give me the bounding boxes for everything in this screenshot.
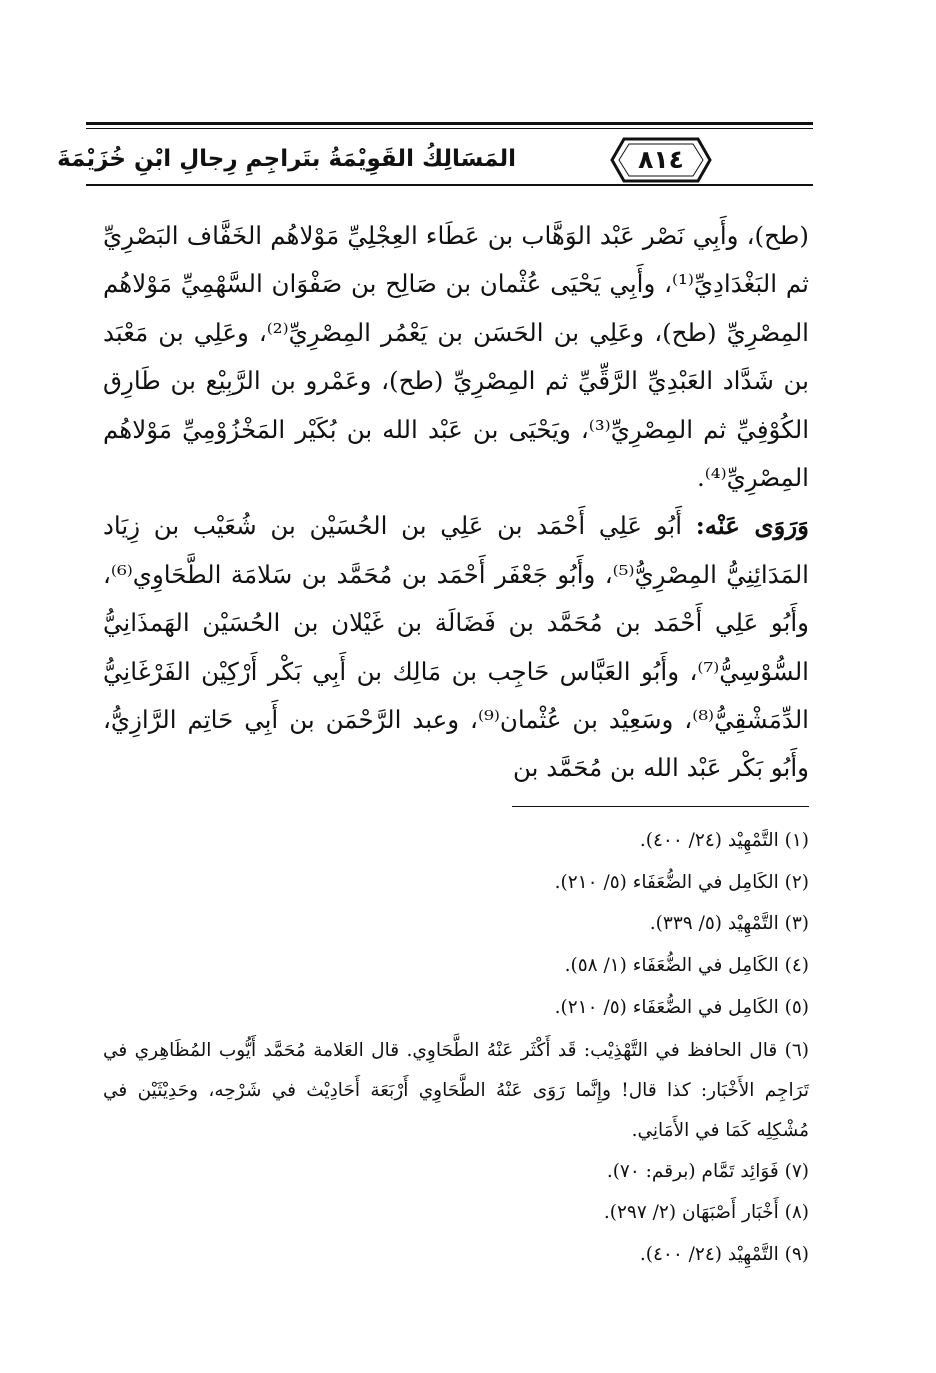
footnote-4: (٤) الكَامِل في الضُّعَفَاء (١/ ٥٨). <box>564 955 809 977</box>
running-title: المَسَالِكُ القَوِيْمَةُ بتَراجِمِ رِجالِ ابْنِ خُزَيْمَةَ <box>57 146 516 172</box>
footnote-8: (٨) أَخْبَار أَصْبَهَان (٢/ ٢٩٧). <box>603 1202 809 1224</box>
page-number-badge <box>610 136 712 184</box>
paragraph-students <box>103 502 809 792</box>
footnote-6: (٦) قال الحافظ في التَّهْذِيْب: قَد أَكْثَر عَنْهُ الطَّحَاوِي. قال العَلامة مُحَمَّد أَيُّوب المُظَاهِري في تَرَاجِم الأَخْبَار: كذا قال! وإِنَّما رَوَى عَنْهُ الطَّحَاوِي أَرْبَعَة أَحَادِيْث في شَرْحِه، وحَدِيْثَيْن في مُشْكِلِه كَمَا في الأَمَانِي. <box>103 1039 809 1141</box>
students-heading: وَرَوَى عَنْه: <box>695 511 809 541</box>
header-rule-thin <box>86 128 813 129</box>
main-text <box>103 212 809 793</box>
footnote-2: (٢) الكَامِل في الضُّعَفَاء (٥/ ٢١٠). <box>554 871 809 893</box>
footnote-separator <box>512 806 809 807</box>
students-text: أَبُو عَلِي أَحْمَد بن عَلِي بن الحُسَيْن بن شُعَيْب بن زِيَاد المَدَائِنِيُّ المِصْرِيُّ⁽⁵⁾، وأَبُو جَعْفَر أَحْمَد بن مُحَمَّد بن سَلامَة الطَّحَاوِي⁽⁶⁾، وأَبُو عَلِي أَحْمَد بن مُحَمَّد بن فَضَالَة بن غَيْلان بن الحُسَيْن الهَمذَانِيُّ السُّوْسِيُّ⁽⁷⁾، وأَبُو العَبَّاس حَاجِب بن مَالِك بن أَبِي بَكْر أَرْكِيْن الفَرْغَانِيُّ الدِّمَشْقِيُّ⁽⁸⁾، وسَعِيْد بن عُثْمان⁽⁹⁾، وعبد الرَّحْمَن بن أَبِي حَاتِم الرَّازِيُّ، وأَبُو بَكْر عَبْد الله بن مُحَمَّد بن <box>103 511 809 783</box>
footnote-1: (١) التَّمْهِيْد (٢٤/ ٤٠٠). <box>639 830 809 851</box>
footnote-7: (٧) فَوَائِد تَمَّام (برقم: ٧٠). <box>606 1160 809 1182</box>
paragraph-teachers: (طح)، وأَبِي نَصْر عَبْد الوَهَّاب بن عَطَاء العِجْلِيِّ مَوْلاهُم الخَفَّاف البَصْرِيِّ ثم البَغْدَادِيِّ⁽¹⁾، وأَبِي يَحْيَى عُثْمان بن صَالِح بن صَفْوَان السَّهْمِيِّ مَوْلاهُم المِصْرِيِّ (طح)، وعَلِي بن الحَسَن بن يَعْمُر المِصْرِيِّ⁽²⁾، وعَلِي بن مَعْبَد بن شَدَّاد العَبْدِيِّ الرَّقِّيِّ ثم المِصْرِيِّ (طح)، وعَمْرو بن الرَّبِيْع بن طَارِق الكُوْفِيِّ ثم المِصْرِيِّ⁽³⁾، ويَحْيَى بن عَبْد الله بن بُكَيْر المَخْزُوْمِيِّ مَوْلاهُم المِصْرِيِّ⁽⁴⁾. <box>103 221 810 493</box>
header-rule-bottom <box>86 184 813 186</box>
header-rule-thick <box>86 122 813 125</box>
footnote-5: (٥) الكَامِل في الضُّعَفَاء (٥/ ٢١٠). <box>554 996 809 1018</box>
page-number: ٨١٤ <box>638 145 684 174</box>
footnotes <box>103 820 809 1276</box>
page-header <box>57 118 813 188</box>
footnote-9: (٩) التَّمْهِيْد (٢٤/ ٤٠٠). <box>639 1243 809 1265</box>
footnote-3: (٣) التَّمْهِيْد (٥/ ٣٣٩). <box>649 913 809 935</box>
